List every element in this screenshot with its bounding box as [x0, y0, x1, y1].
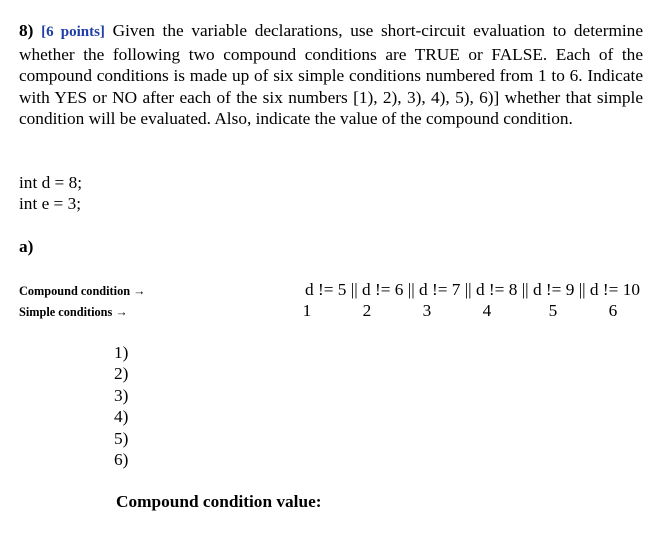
compound-condition-expression: d != 5 || d != 6 || d != 7 || d != 8 || d != 9 || d != 10	[305, 280, 640, 299]
simple-conditions-label: Simple conditions →	[19, 305, 128, 319]
condition-number: 4	[482, 301, 492, 320]
answer-line: 4)	[114, 407, 129, 427]
condition-number: 6	[608, 301, 618, 320]
condition-number: 3	[422, 301, 432, 320]
compound-value-label: Compound condition value:	[116, 492, 322, 511]
answer-line: 1)	[114, 343, 129, 362]
answer-line: 6)	[114, 450, 129, 470]
declaration-e: int e = 3;	[19, 194, 82, 213]
condition-number: 1	[302, 301, 312, 320]
answer-list	[114, 342, 128, 470]
answer-line: 2)	[114, 364, 129, 384]
condition-number: 5	[548, 301, 558, 320]
answer-line: 5)	[114, 428, 129, 448]
question-number: 8)	[19, 21, 34, 40]
part-label: a)	[19, 237, 34, 256]
condition-number: 2	[362, 301, 372, 320]
declaration-d: int d = 8;	[19, 173, 83, 192]
answer-line: 3)	[114, 385, 129, 405]
question-text	[19, 20, 643, 130]
compound-condition-label: Compound condition →	[19, 284, 146, 298]
question-body: Given the variable declarations, use short-circuit evaluation to determine whether the following two compound conditions are TRUE or FALSE. Each of the compound conditions is made up of six simple conditions numbered from 1 to 6. Indicate with YES or NO after each of the six numbers [1), 2), 3), 4), 5), 6)] whether that simple condition will be evaluated. Also, indicate the value of the compound condition.	[19, 21, 643, 129]
question-points: [6 points]	[41, 24, 105, 40]
